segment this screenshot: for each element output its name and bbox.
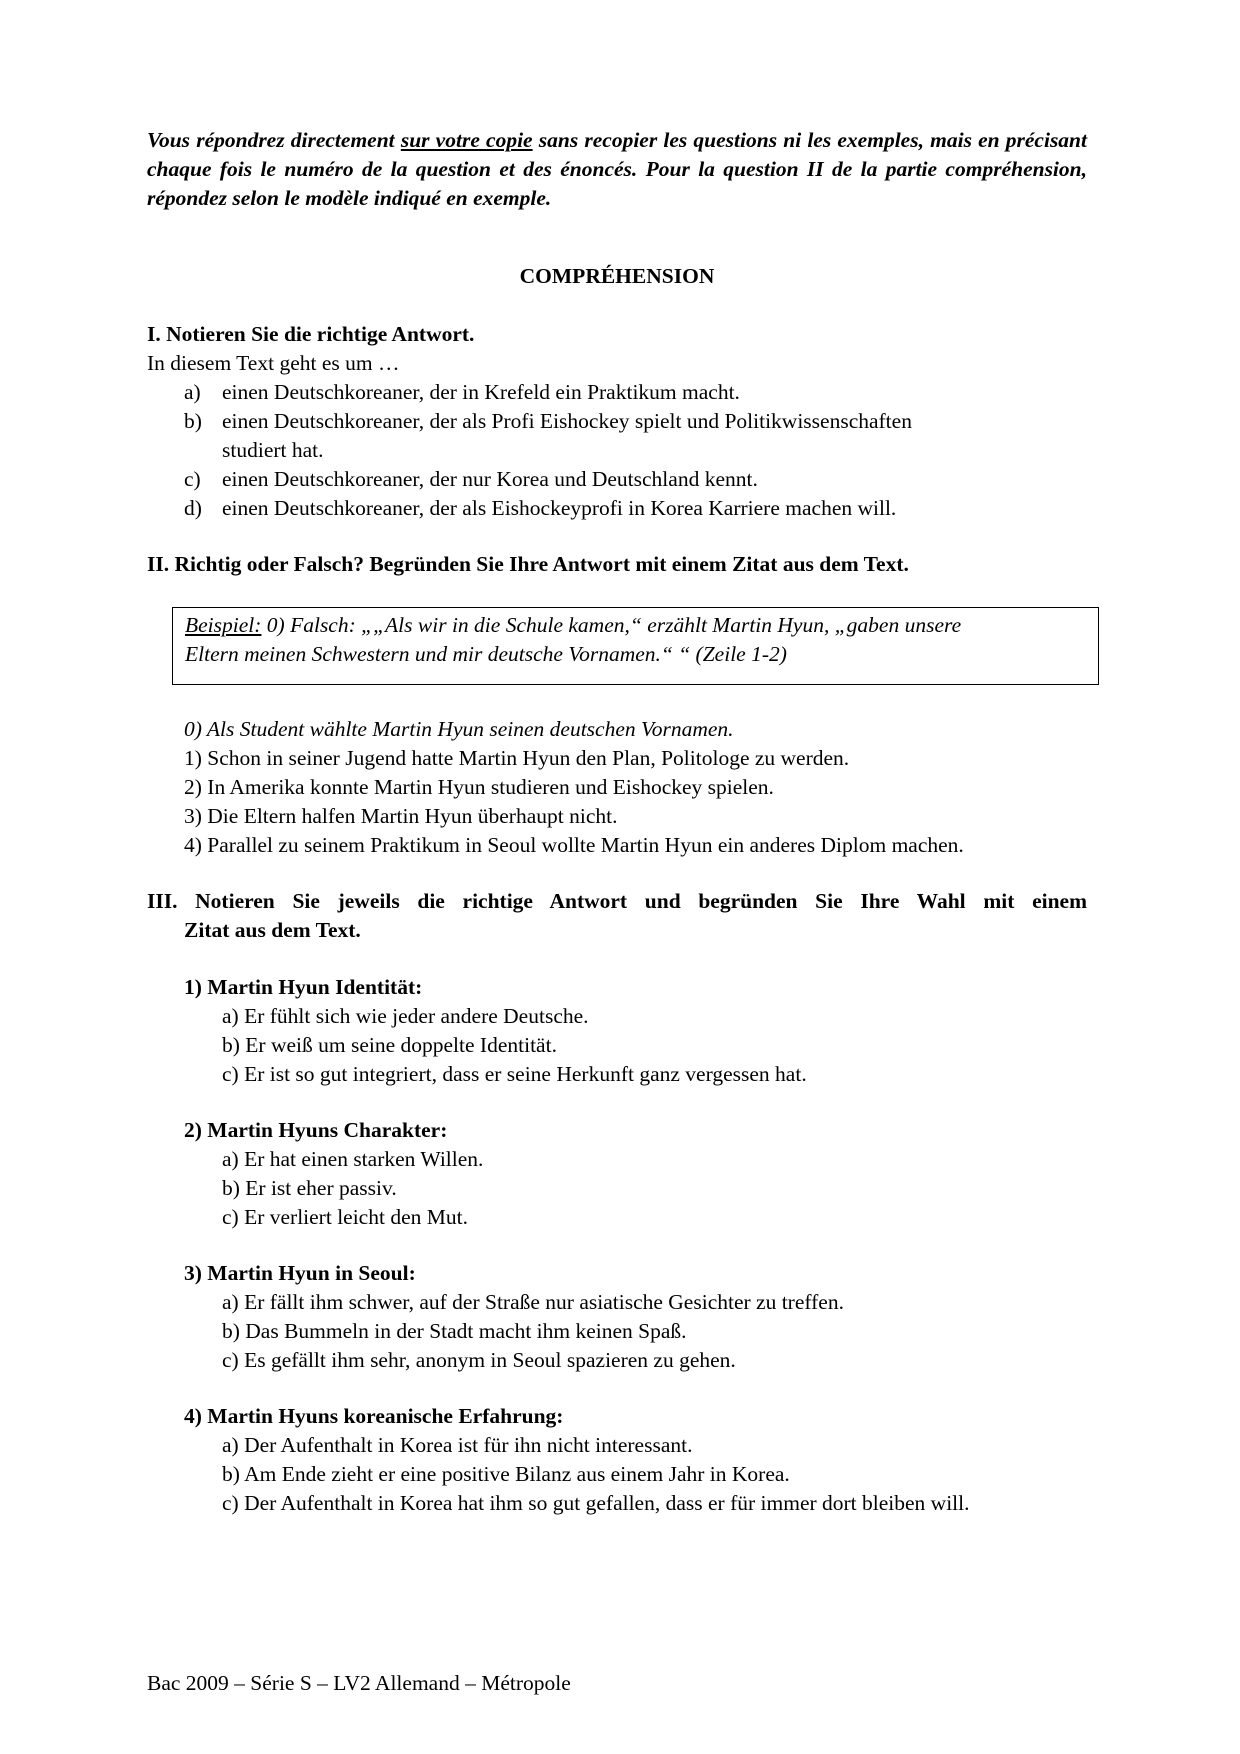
q3-heading-line2: Zitat aus dem Text. xyxy=(184,918,361,942)
q3-item3-option-b: b) Das Bummeln in der Stadt macht ihm keinen Spaß. xyxy=(222,1319,687,1343)
page-footer: Bac 2009 – Série S – LV2 Allemand – Métropole xyxy=(147,1671,571,1695)
q1-stem: In diesem Text geht es um … xyxy=(147,351,400,375)
q3-item1-title: 1) Martin Hyun Identität: xyxy=(184,975,423,999)
q1-option-b-letter: b) xyxy=(184,409,202,433)
example-line-1 xyxy=(185,613,961,638)
example-line1-text: 0) Falsch: „„Als wir in die Schule kamen,“ erzählt Martin Hyun, „gaben unsere xyxy=(261,613,962,637)
q3-item4-option-a: a) Der Aufenthalt in Korea ist für ihn nicht interessant. xyxy=(222,1433,693,1457)
q3-item3-option-c: c) Es gefällt ihm sehr, anonym in Seoul spazieren zu gehen. xyxy=(222,1348,736,1372)
instructions-part1: Vous répondrez directement xyxy=(147,128,395,152)
q3-item2-option-a: a) Er hat einen starken Willen. xyxy=(222,1147,484,1171)
instructions-part2: sans recopier les questions ni les exemples, mais en précisant chaque fois le numéro de la question et des énoncés. Pour la question II de la partie compréhension, répondez selon le modèle indiqué en exemple. xyxy=(147,128,1087,210)
q3-item3-title: 3) Martin Hyun in Seoul: xyxy=(184,1261,416,1285)
q3-item2-title: 2) Martin Hyuns Charakter: xyxy=(184,1118,448,1142)
q3-item3-option-a: a) Er fällt ihm schwer, auf der Straße nur asiatische Gesichter zu treffen. xyxy=(222,1290,844,1314)
q1-option-c: einen Deutschkoreaner, der nur Korea und Deutschland kennt. xyxy=(222,467,758,491)
q2-statement-3: 3) Die Eltern halfen Martin Hyun überhaupt nicht. xyxy=(184,804,618,828)
q2-statement-4: 4) Parallel zu seinem Praktikum in Seoul wollte Martin Hyun ein anderes Diplom machen. xyxy=(184,833,964,857)
q1-option-d: einen Deutschkoreaner, der als Eishockeyprofi in Korea Karriere machen will. xyxy=(222,496,897,520)
q3-item4-option-b: b) Am Ende zieht er eine positive Bilanz aus einem Jahr in Korea. xyxy=(222,1462,790,1486)
example-label: Beispiel: xyxy=(185,613,262,637)
q2-statement-1: 1) Schon in seiner Jugend hatte Martin Hyun den Plan, Politologe zu werden. xyxy=(184,746,850,770)
q1-option-a-letter: a) xyxy=(184,380,201,404)
q3-item4-option-c: c) Der Aufenthalt in Korea hat ihm so gut gefallen, dass er für immer dort bleiben will. xyxy=(222,1491,970,1515)
q1-option-b: einen Deutschkoreaner, der als Profi Eishockey spielt und Politikwissenschaften xyxy=(222,409,912,433)
q1-option-b-cont: studiert hat. xyxy=(222,438,324,462)
q3-item2-option-b: b) Er ist eher passiv. xyxy=(222,1176,397,1200)
q1-heading: I. Notieren Sie die richtige Antwort. xyxy=(147,322,475,346)
q2-statement-0: 0) Als Student wählte Martin Hyun seinen deutschen Vornamen. xyxy=(184,717,734,741)
example-box xyxy=(172,607,1099,685)
q3-item1-option-b: b) Er weiß um seine doppelte Identität. xyxy=(222,1033,557,1057)
example-line-2: Eltern meinen Schwestern und mir deutsche Vornamen.“ “ (Zeile 1-2) xyxy=(185,642,787,666)
q3-item1-option-a: a) Er fühlt sich wie jeder andere Deutsche. xyxy=(222,1004,589,1028)
instructions-underlined: sur votre copie xyxy=(400,128,533,152)
q3-item1-option-c: c) Er ist so gut integriert, dass er seine Herkunft ganz vergessen hat. xyxy=(222,1062,807,1086)
q2-statement-2: 2) In Amerika konnte Martin Hyun studieren und Eishockey spielen. xyxy=(184,775,774,799)
q3-item2-option-c: c) Er verliert leicht den Mut. xyxy=(222,1205,468,1229)
section-title: COMPRÉHENSION xyxy=(519,264,715,288)
q1-option-d-letter: d) xyxy=(184,496,202,520)
q2-heading: II. Richtig oder Falsch? Begründen Sie Ihre Antwort mit einem Zitat aus dem Text. xyxy=(147,552,909,576)
q1-option-c-letter: c) xyxy=(184,467,201,491)
q1-option-a: einen Deutschkoreaner, der in Krefeld ein Praktikum macht. xyxy=(222,380,740,404)
instructions-paragraph xyxy=(147,126,1087,213)
q3-heading-line1: III. Notieren Sie jeweils die richtige Antwort und begründen Sie Ihre Wahl mit einem xyxy=(147,889,1087,913)
q3-item4-title: 4) Martin Hyuns koreanische Erfahrung: xyxy=(184,1404,564,1428)
